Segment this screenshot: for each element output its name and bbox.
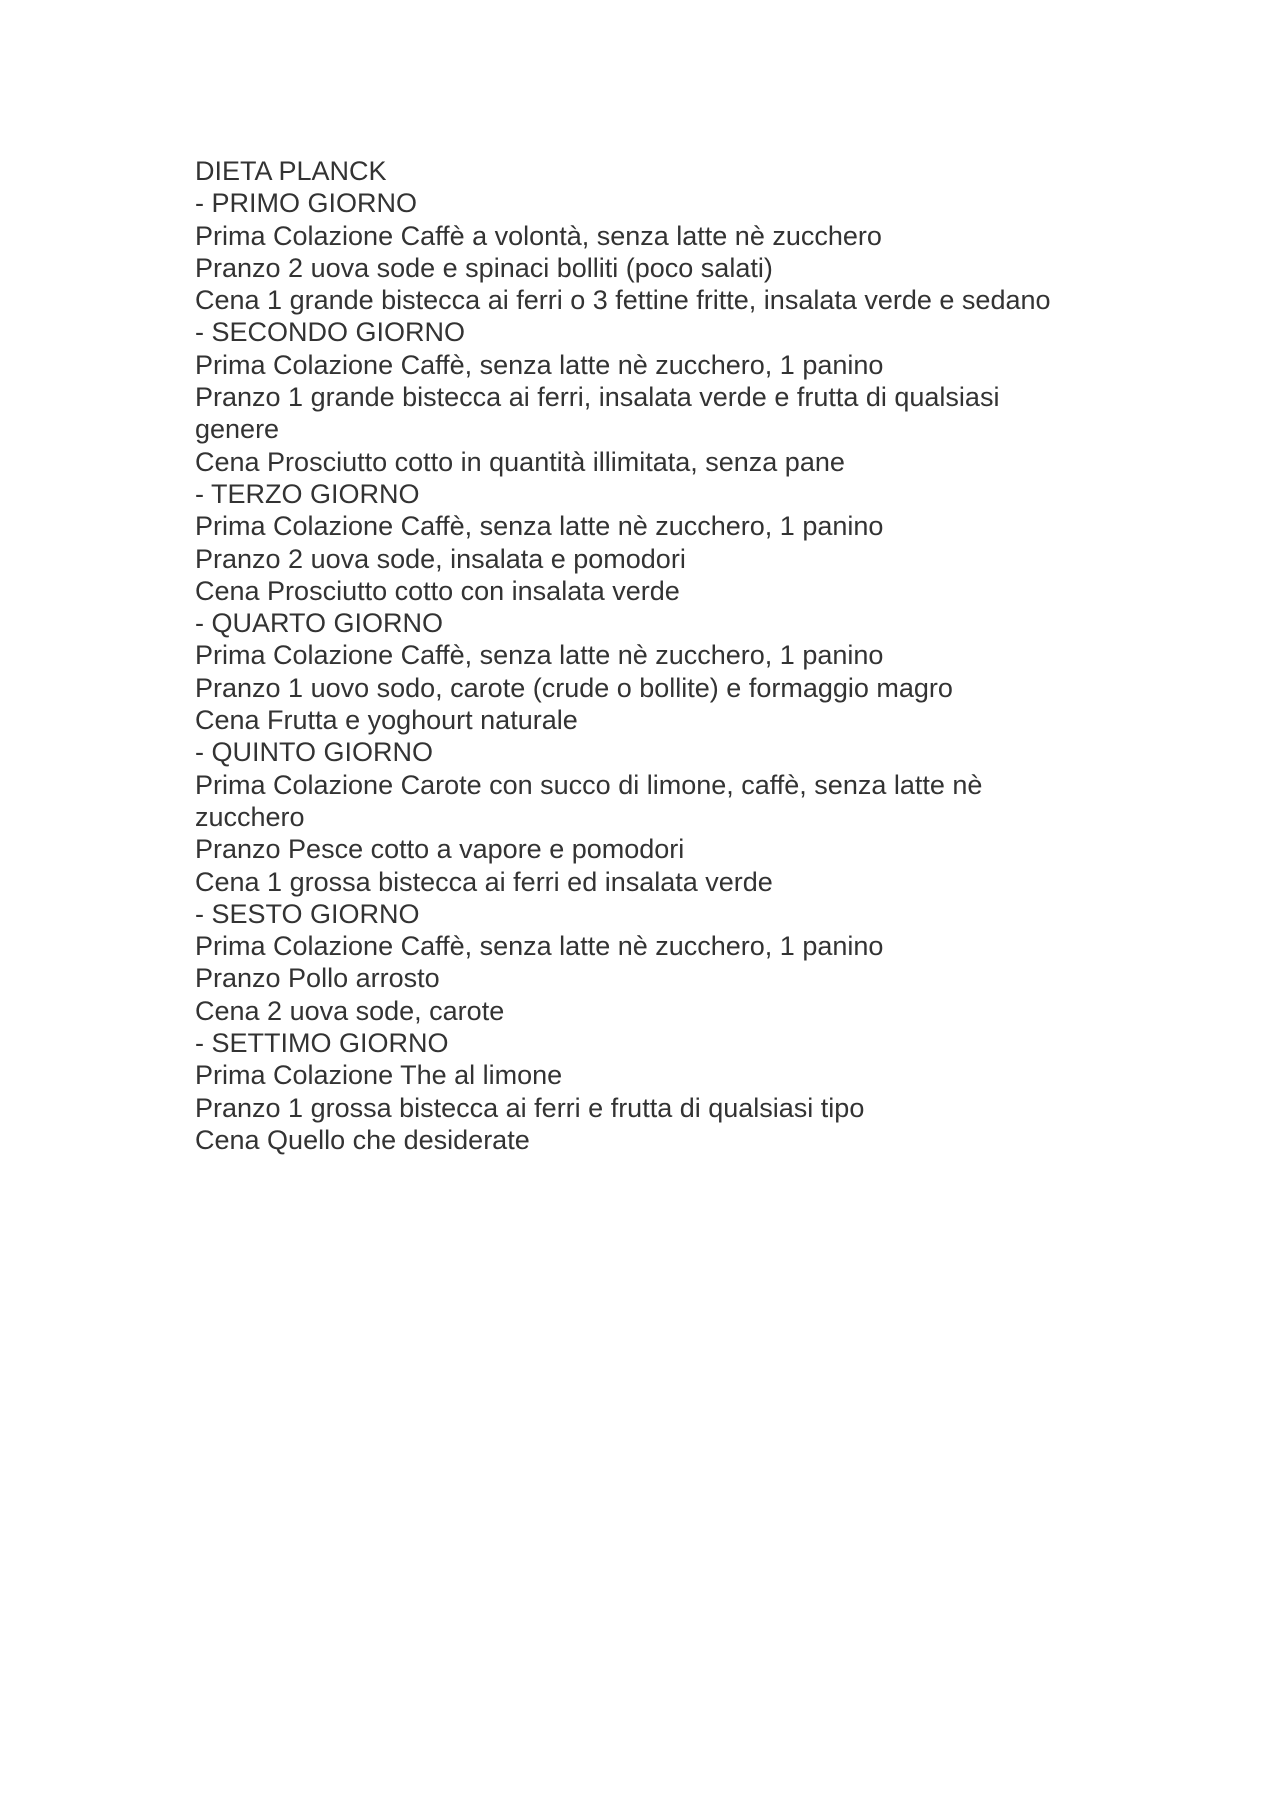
document-title: DIETA PLANCK — [195, 156, 387, 186]
day-heading: - SESTO GIORNO — [195, 898, 420, 929]
meal-line: Prima Colazione Caffè, senza latte nè zucchero, 1 panino — [195, 931, 884, 962]
day-heading: - QUINTO GIORNO — [195, 737, 434, 768]
meal-line: Pranzo 1 grande bistecca ai ferri, insalata verde e frutta di qualsiasi — [195, 382, 1000, 413]
meal-line: Pranzo 1 uovo sodo, carote (crude o bollite) e formaggio magro — [195, 672, 953, 703]
meal-line: Prima Colazione Caffè, senza latte nè zucchero, 1 panino — [195, 349, 884, 380]
meal-line: Prima Colazione Caffè a volontà, senza latte nè zucchero — [195, 220, 882, 251]
meal-line: Pranzo Pollo arrosto — [195, 963, 440, 994]
meal-line: zucchero — [195, 801, 305, 832]
meal-line: Pranzo 1 grossa bistecca ai ferri e frutta di qualsiasi tipo — [195, 1092, 865, 1123]
document-body — [195, 155, 1195, 1156]
meal-line: Cena Prosciutto cotto con insalata verde — [195, 575, 680, 606]
meal-line: Prima Colazione The al limone — [195, 1060, 563, 1091]
day-heading: - PRIMO GIORNO — [195, 188, 417, 219]
meal-line: Prima Colazione Caffè, senza latte nè zucchero, 1 panino — [195, 640, 884, 671]
meal-line: Cena 2 uova sode, carote — [195, 995, 505, 1026]
meal-line: Cena 1 grossa bistecca ai ferri ed insalata verde — [195, 866, 773, 897]
meal-line: Cena Frutta e yoghourt naturale — [195, 705, 578, 736]
meal-line: Prima Colazione Carote con succo di limone, caffè, senza latte nè — [195, 769, 983, 800]
meal-line: Cena Quello che desiderate — [195, 1124, 530, 1155]
meal-line: Pranzo 2 uova sode, insalata e pomodori — [195, 543, 686, 574]
meal-line: Prima Colazione Caffè, senza latte nè zucchero, 1 panino — [195, 511, 884, 542]
meal-line: Cena Prosciutto cotto in quantità illimitata, senza pane — [195, 446, 845, 477]
meal-line: Pranzo Pesce cotto a vapore e pomodori — [195, 834, 685, 865]
meal-line: Pranzo 2 uova sode e spinaci bolliti (poco salati) — [195, 252, 773, 283]
meal-line: Cena 1 grande bistecca ai ferri o 3 fettine fritte, insalata verde e sedano — [195, 285, 1051, 316]
meal-line: genere — [195, 414, 280, 445]
day-heading: - QUARTO GIORNO — [195, 608, 444, 639]
day-heading: - SETTIMO GIORNO — [195, 1028, 449, 1059]
day-heading: - TERZO GIORNO — [195, 478, 420, 509]
day-heading: - SECONDO GIORNO — [195, 317, 466, 348]
